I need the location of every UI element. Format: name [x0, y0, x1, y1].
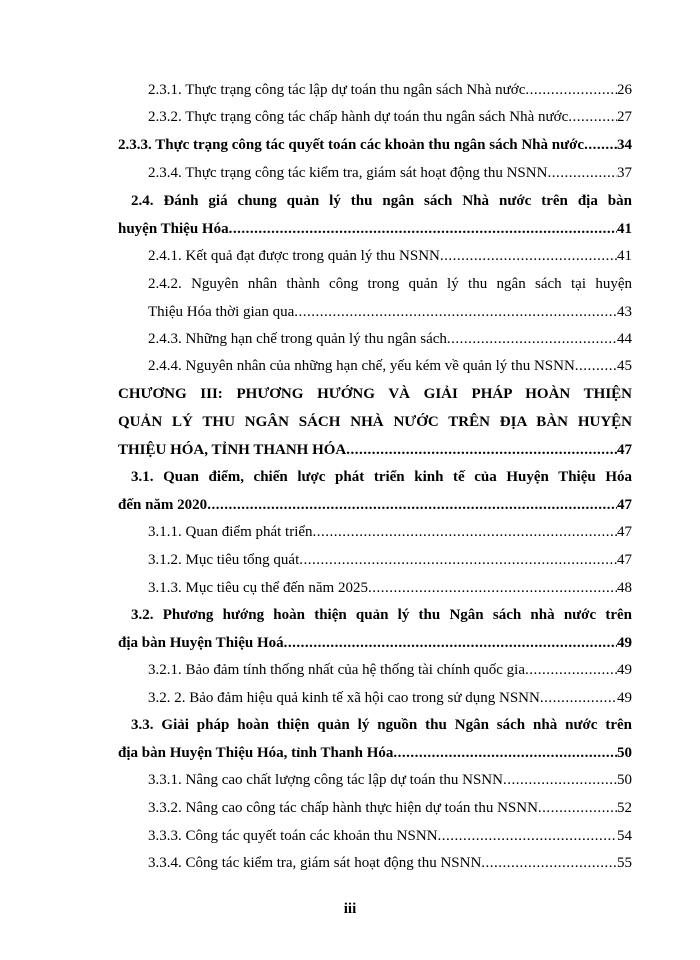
toc-entry-3-1-1[interactable]: 3.1.1. Quan điểm phát triển ..... 47 — [148, 522, 632, 542]
toc-entry-2-4-4[interactable]: 2.4.4. Nguyên nhân của những hạn chế, yếu kém về quản lý thu NSNN ..... 45 — [148, 356, 632, 376]
toc-entry-3-3-1[interactable]: 3.3.1. Nâng cao chất lượng công tác lập dự toán thu NSNN ..... 50 — [148, 770, 632, 790]
page-number: iii — [343, 901, 357, 917]
toc-entry-2-3-4[interactable]: 2.3.4. Thực trạng công tác kiểm tra, giám sát hoạt động thu NSNN ..... 37 — [148, 163, 632, 183]
toc-entry-2-3-1[interactable]: 2.3.1. Thực trạng công tác lập dự toán thu ngân sách Nhà nước ..... 26 — [148, 80, 632, 100]
toc-entry-2-4-3[interactable]: 2.4.3. Những hạn chế trong quản lý thu ngân sách ..... 44 — [148, 329, 632, 349]
toc-entry-3-3-4[interactable]: 3.3.4. Công tác kiểm tra, giám sát hoạt động thu NSNN ..... 55 — [148, 853, 632, 873]
toc-entry-2-4-1[interactable]: 2.4.1. Kết quả đạt được trong quản lý thu NSNN ..... 41 — [148, 246, 632, 266]
toc-entry-3-2[interactable]: 3.2. Phương hướng hoàn thiện quản lý thu Ngân sách nhà nước trên địa bàn Huyện Thiệu Hoá ..... 49 — [118, 605, 632, 653]
toc-entry-3-3-2[interactable]: 3.3.2. Nâng cao công tác chấp hành thực hiện dự toán thu NSNN ..... 52 — [148, 798, 632, 818]
toc-entry-3-2-1[interactable]: 3.2.1. Bảo đảm tính thống nhất của hệ thống tài chính quốc gia ..... 49 — [148, 660, 632, 680]
toc-entry-3-2-2[interactable]: 3.2. 2. Bảo đảm hiệu quả kinh tế xã hội cao trong sử dụng NSNN ..... 49 — [148, 688, 632, 708]
toc-entry-2-4[interactable]: 2.4. Đánh giá chung quản lý thu ngân sách Nhà nước trên địa bàn huyện Thiệu Hóa ..... 41 — [118, 191, 632, 239]
toc-entry-3-1-2[interactable]: 3.1.2. Mục tiêu tổng quát ..... 47 — [148, 550, 632, 570]
toc-entry-3-1-3[interactable]: 3.1.3. Mục tiêu cụ thể đến năm 2025 ..... 48 — [148, 578, 632, 598]
toc-entry-3-3[interactable]: 3.3. Giải pháp hoàn thiện quản lý nguồn thu Ngân sách nhà nước trên địa bàn Huyện Thiệu Hóa, tỉnh Thanh Hóa ..... 50 — [118, 715, 632, 763]
toc-entry-2-3-3[interactable]: 2.3.3. Thực trạng công tác quyết toán các khoản thu ngân sách Nhà nước ..... 34 — [118, 135, 632, 155]
toc-entry-3-1[interactable]: 3.1. Quan điểm, chiến lược phát triển kinh tế của Huyện Thiệu Hóa đến năm 2020 ..... 47 — [118, 467, 632, 515]
toc-entry-3-3-3[interactable]: 3.3.3. Công tác quyết toán các khoản thu NSNN ..... 54 — [148, 826, 632, 846]
toc-entry-2-4-2[interactable]: 2.4.2. Nguyên nhân thành công trong quản lý thu ngân sách tại huyện Thiệu Hóa thời gian qua ..... 43 — [148, 274, 632, 322]
toc-entry-chapter-3[interactable]: CHƯƠNG III: PHƯƠNG HƯỚNG VÀ GIẢI PHÁP HOÀN THIỆN QUẢN LÝ THU NGÂN SÁCH NHÀ NƯỚC TRÊN ĐỊA BÀN HUYỆN THIỆU HÓA, TỈNH THANH HÓA ..... 47 — [118, 384, 632, 460]
toc-entry-2-3-2[interactable]: 2.3.2. Thực trạng công tác chấp hành dự toán thu ngân sách Nhà nước ..... 27 — [148, 107, 632, 127]
